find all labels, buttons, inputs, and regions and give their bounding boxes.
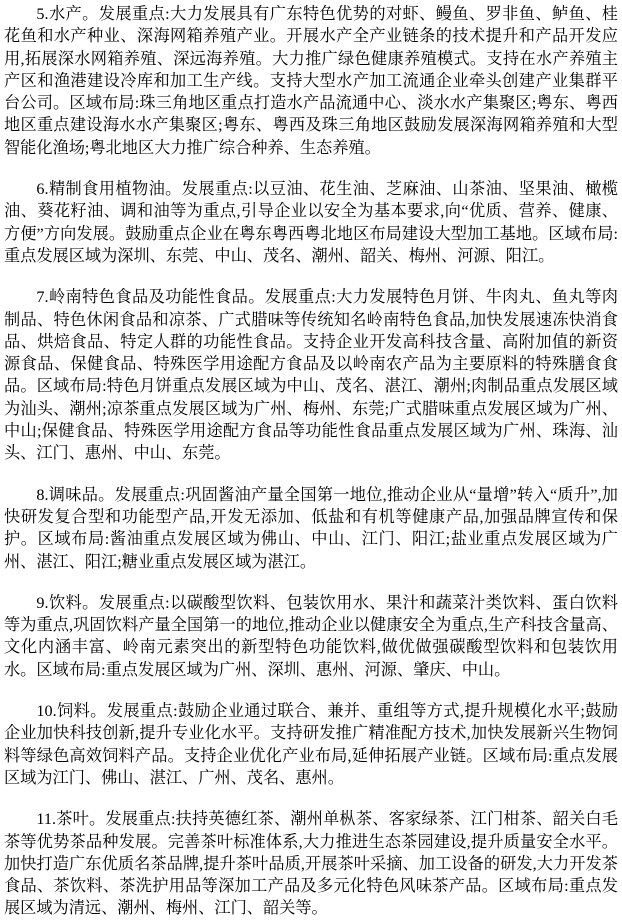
paragraph-condiments: 8.调味品。发展重点:巩固酱油产量全国第一地位,推动企业从“量增”转入“质升”,加快研发复合型和功能型产品,开发无添加、低盐和有机等健康产品,加强品牌宣传和保护。区域布局:酱油重点发展区域为佛山、中山、江门、阳江;盐业重点发展区域为广州、湛江、阳江;糖业重点发展区域为湛江。 <box>4 485 618 571</box>
paragraph-aquatic-products: 5.水产。发展重点:大力发展具有广东特色优势的对虾、鳗鱼、罗非鱼、鲈鱼、桂花鱼和水产种业、深海网箱养殖产业。开展水产全产业链条的技术提升和产品开发应用,拓展深水网箱养殖、深远海养殖。大力推广绿色健康养殖模式。支持在水产养殖主产区和渔港建设冷库和加工生产线。支持大型水产加工流通企业牵头创建产业集群平台公司。区域布局:珠三角地区重点打造水产品流通中心、淡水水产集聚区;粤东、粤西地区重点建设海水水产集聚区;粤东、粤西及珠三角地区鼓励发展深海网箱养殖和大型智能化渔场;粤北地区大力推广综合种养、生态养殖。 <box>4 5 618 157</box>
paragraph-beverages: 9.饮料。发展重点:以碳酸型饮料、包装饮用水、果汁和蔬菜汁类饮料、蛋白饮料等为重点,巩固饮料产量全国第一的地位,推动企业以健康安全为重点,生产科技含量高、文化内涵丰富、岭南元素突出的新型特色功能饮料,做优做强碳酸型饮料和包装饮用水。区域布局:重点发展区域为广州、深圳、惠州、河源、肇庆、中山。 <box>4 593 618 679</box>
paragraph-refined-edible-vegetable-oil: 6.精制食用植物油。发展重点:以豆油、花生油、芝麻油、山茶油、坚果油、橄榄油、葵花籽油、调和油等为重点,引导企业以安全为基本要求,向“优质、营养、健康、方便”方向发展。鼓励重点企业在粤东粤西粤北地区布局建设大型加工基地。区域布局:重点发展区域为深圳、东莞、中山、茂名、潮州、韶关、梅州、河源、阳江。 <box>4 180 618 265</box>
paragraph-lingnan-specialty-and-functional-foods: 7.岭南特色食品及功能性食品。发展重点:大力发展特色月饼、牛肉丸、鱼丸等肉制品、特色休闲食品和凉茶、广式腊味等传统知名岭南特色食品,加快发展速冻快消食品、烘焙食品、特定人群的功能性食品。支持企业开发高科技含量、高附加值的新资源食品、保健食品、特殊医学用途配方食品及以岭南农产品为主要原料的特殊膳食食品。区域布局:特色月饼重点发展区域为中山、茂名、湛江、潮州;肉制品重点发展区域为汕头、潮州;凉茶重点发展区域为广州、梅州、东莞;广式腊味重点发展区域为广州、中山;保健食品、特殊医学用途配方食品等功能性食品重点发展区域为广州、珠海、汕头、江门、惠州、中山、东莞。 <box>4 288 618 463</box>
paragraph-animal-feed: 10.饲料。发展重点:鼓励企业通过联合、兼并、重组等方式,提升规模化水平;鼓励企业加快科技创新,提升专业化水平。支持研发推广精准配方技术,加快发展新兴生物饲料等绿色高效饲料产品。支持企业优化产业布局,延伸拓展产业链。区域布局:重点发展区域为江门、佛山、湛江、广州、茂名、惠州。 <box>4 702 618 787</box>
paragraph-tea: 11.茶叶。发展重点:扶持英德红茶、潮州单枞茶、客家绿茶、江门柑茶、韶关白毛茶等优势茶品种发展。完善茶叶标准体系,大力推进生态茶园建设,提升质量安全水平。加快打造广东优质名茶品牌,提升茶叶品质,开展茶叶采摘、加工设备的研发,大力开发茶食品、茶饮料、茶洗护用品等深加工产品及多元化特色风味茶产品。区域布局:重点发展区域为清远、潮州、梅州、江门、韶关等。 <box>4 810 618 918</box>
